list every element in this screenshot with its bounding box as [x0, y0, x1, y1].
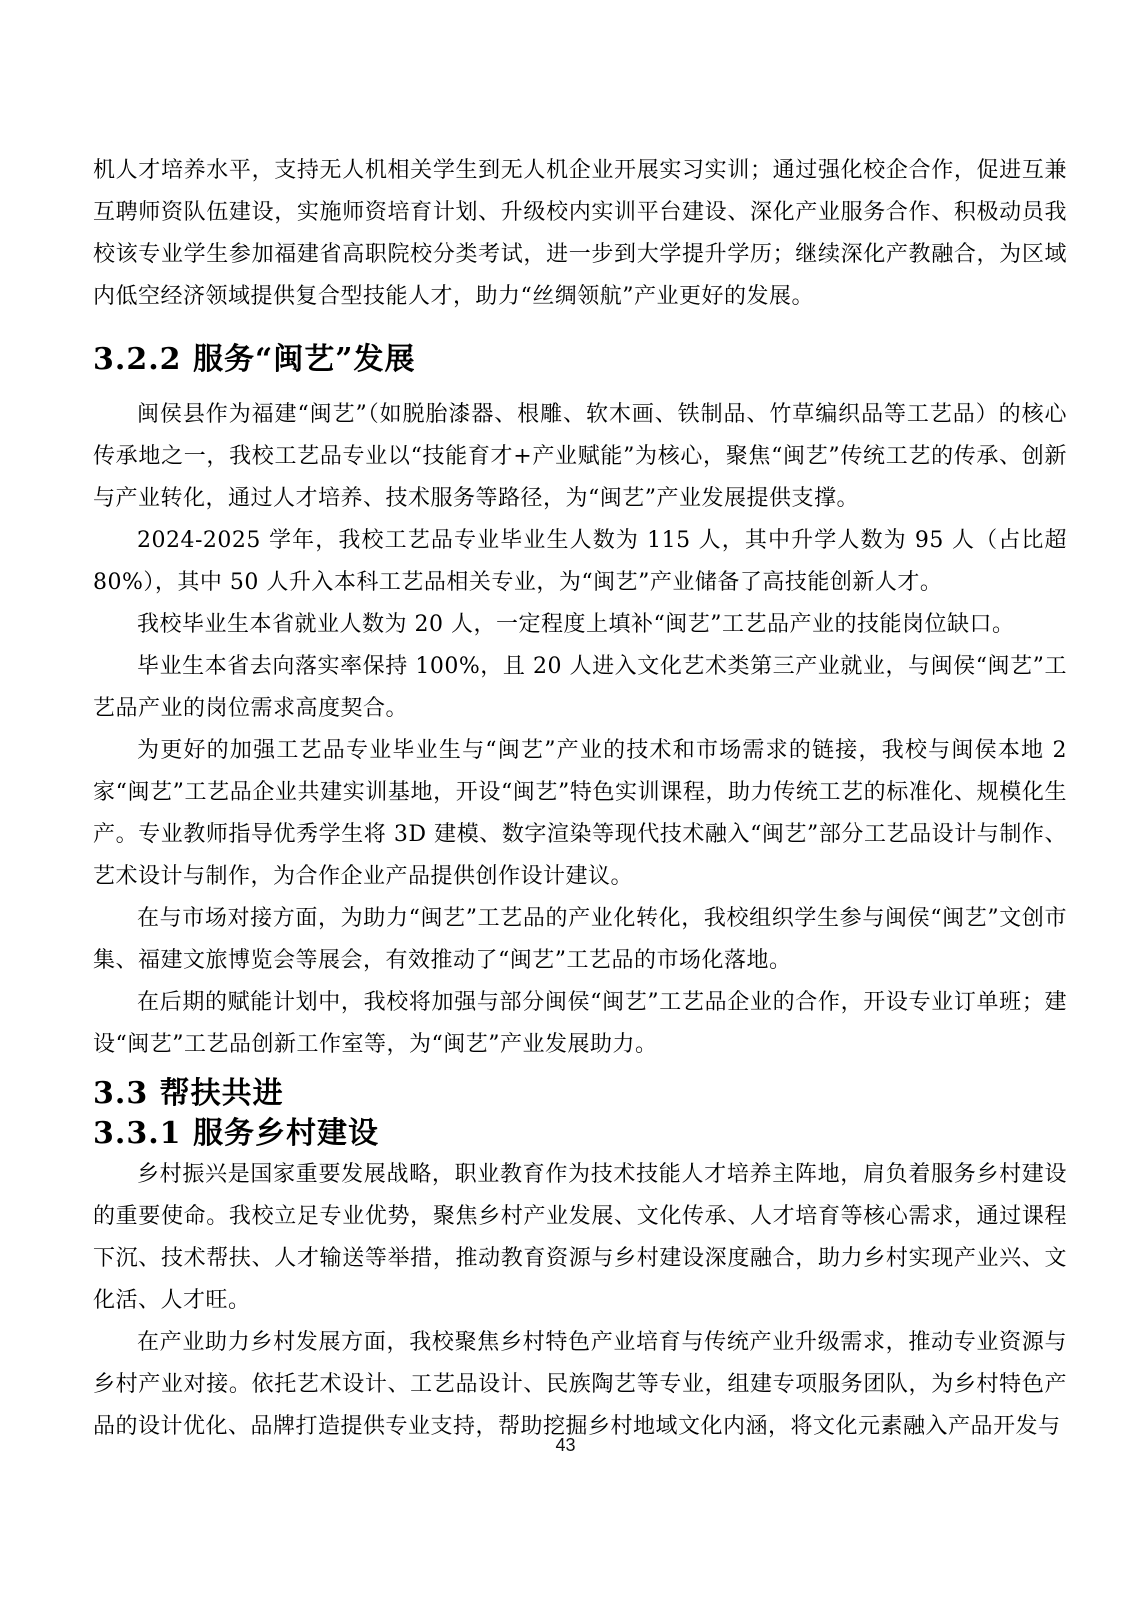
paragraph-placement-rate: 毕业生本省去向落实率保持 100%，且 20 人进入文化艺术类第三产业就业，与闽侯“闽艺”工艺品产业的岗位需求高度契合。 — [93, 654, 1067, 721]
intro-continuation-paragraph: 机人才培养水平，支持无人机相关学生到无人机企业开展实习实训；通过强化校企合作，促进互兼互聘师资队伍建设，实施师资培育计划、升级校内实训平台建设、深化产业服务合作、积极动员我校该专业学生参加福建省高职院校分类考试，进一步到大学提升学历；继续深化产教融合，为区域内低空经济领域提供复合型技能人才，助力“丝绸领航”产业更好的发展。 — [93, 158, 1067, 309]
paragraph-graduate-numbers: 2024-2025 学年，我校工艺品专业毕业生人数为 115 人，其中升学人数为 95 人（占比超 80%），其中 50 人升入本科工艺品相关专业，为“闽艺”产业储备了高技能创新人才。 — [93, 528, 1067, 595]
page-number: 43 — [555, 1435, 576, 1455]
paragraph-future-plan: 在后期的赋能计划中，我校将加强与部分闽侯“闽艺”工艺品企业的合作，开设专业订单班；建设“闽艺”工艺品创新工作室等，为“闽艺”产业发展助力。 — [93, 990, 1067, 1057]
paragraph-training-bases: 为更好的加强工艺品专业毕业生与“闽艺”产业的技术和市场需求的链接，我校与闽侯本地 2 家“闽艺”工艺品企业共建实训基地，开设“闽艺”特色实训课程，助力传统工艺的标准化、规模化生产。专业教师指导优秀学生将 3D 建模、数字渲染等现代技术融入“闽艺”部分工艺品设计与制作、艺术设计与制作，为合作企业产品提供创作设计建议。 — [93, 738, 1067, 889]
paragraph-market-connection: 在与市场对接方面，为助力“闽艺”工艺品的产业化转化，我校组织学生参与闽侯“闽艺”文创市集、福建文旅博览会等展会，有效推动了“闽艺”工艺品的市场化落地。 — [93, 906, 1067, 973]
paragraph-rural-revitalization: 乡村振兴是国家重要发展战略，职业教育作为技术技能人才培养主阵地，肩负着服务乡村建设的重要使命。我校立足专业优势，聚焦乡村产业发展、文化传承、人才培育等核心需求，通过课程下沉、技术帮扶、人才输送等举措，推动教育资源与乡村建设深度融合，助力乡村实现产业兴、文化活、人才旺。 — [93, 1162, 1067, 1313]
section-heading-3-3: 3.3 帮扶共进 — [93, 1076, 284, 1111]
section-heading-3-2-2: 3.2.2 服务“闽艺”发展 — [93, 342, 416, 377]
paragraph-rural-industry-support: 在产业助力乡村发展方面，我校聚焦乡村特色产业培育与传统产业升级需求，推动专业资源与乡村产业对接。依托艺术设计、工艺品设计、民族陶艺等专业，组建专项服务团队，为乡村特色产品的设计优化、品牌打造提供专业支持，帮助挖掘乡村地域文化内涵，将文化元素融入产品开发与 — [93, 1330, 1067, 1439]
paragraph-local-employment: 我校毕业生本省就业人数为 20 人，一定程度上填补“闽艺”工艺品产业的技能岗位缺口。 — [137, 612, 1015, 637]
paragraph-minyi-overview: 闽侯县作为福建“闽艺”（如脱胎漆器、根雕、软木画、铁制品、竹草编织品等工艺品）的核心传承地之一，我校工艺品专业以“技能育才+产业赋能”为核心，聚焦“闽艺”传统工艺的传承、创新与产业转化，通过人才培养、技术服务等路径，为“闽艺”产业发展提供支撑。 — [93, 402, 1067, 511]
section-heading-3-3-1: 3.3.1 服务乡村建设 — [93, 1116, 379, 1151]
